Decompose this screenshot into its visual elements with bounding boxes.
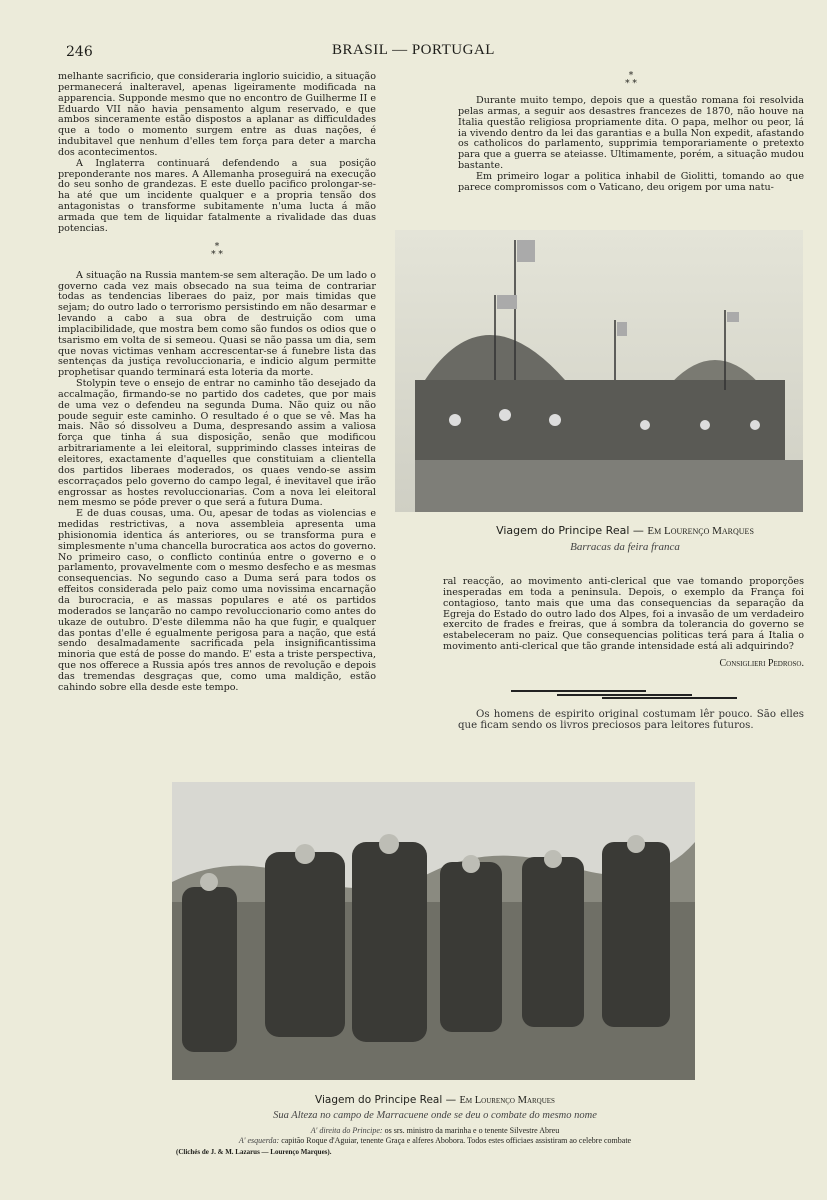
photo2-left-note [170, 1136, 700, 1145]
quote [458, 710, 804, 732]
text: capitão Roque d'Aguiar, tenente Graça e alferes Abobora. Todos estes officiaes assistiram ao celebre combate [281, 1136, 632, 1145]
photo2-subcaption: Sua Alteza no campo de Marracuene onde se deu o combate do mesmo nome [273, 1110, 597, 1121]
page-number: 246 [66, 44, 93, 60]
photo-marracuene-group [172, 782, 695, 1080]
left-column [58, 72, 376, 694]
paragraph: Durante muito tempo, depois que a questão romana foi resolvida pelas armas, a seguir aos desastres francezes de 1870, não houve na Italia questão religiosa propriamente dita. O papa, melhor ou peor, lá ia vivendo dentro da lei das garantias e a bulla Non expedit, afastando os catholicos do parlamento, supprimia temporariamente o pretexto para que a guerra se ateiasse. Ultimamente, porém, a situação mudou bastante. [458, 95, 804, 172]
quote-text: Os homens de espirito original costumam lêr pouco. São elles que ficam sendo os livros preciosos para leitores futuros. [458, 709, 804, 731]
label: A' esquerda: [238, 1136, 280, 1145]
photo2-right-note [170, 1126, 700, 1135]
asterism: * * * [625, 71, 637, 89]
right-column-bottom [443, 577, 804, 670]
caption-title: Viagem do Principe Real — [496, 524, 644, 537]
divider [602, 697, 737, 699]
photo1-caption [440, 524, 810, 537]
divider [511, 690, 646, 692]
paragraph: A situação na Russia mantem-se sem alteração. De um lado o governo cada vez mais obsecado na sua teima de contrariar todas as tendencias liberaes do paiz, por mais timidas que sejam; do outro lado o terrorismo persistindo em não desarmar e levando a cabo a sua obra de destruição com uma implacibilidade, que mostra bem como são fundos os odios que o tsarismo em volta de si semeou. Quasi se não passa um dia, sem que novas victimas venham accrescentar-se á funebre lista das sentenças da justiça revoluccionaria, e indicio algum permitte prophetisar quando terminará esta loteria da morte. [58, 269, 376, 379]
asterism: * * * [211, 241, 223, 260]
caption-place: Em Lourenço Marques [647, 525, 754, 537]
caption-place: Em Lourenço Marques [459, 1095, 555, 1106]
photo-fair-pavilions [395, 230, 803, 512]
paragraph: A Inglaterra continuará defendendo a sua posição preponderante nos mares. A Allemanha proseguirá na execução do seu sonho de grandezas. E este duello pacifico prolongar-se-ha até que um incidente qualquer e a propria tensão dos antagonistas o transforme subitamente n'uma lucta á mão armada que tem de liquidar fatalmente a rivalidade das duas potencias. [58, 157, 376, 234]
photo-credit: (Clichés de J. & M. Lazarus — Lourenço Marques). [176, 1148, 332, 1156]
caption-title: Viagem do Principe Real — [315, 1094, 457, 1106]
label: A' direita do Principe: [310, 1126, 383, 1135]
divider [557, 694, 692, 696]
signature: Consiglieri Pedroso. [719, 657, 804, 669]
paragraph: Em primeiro logar a politica inhabil de Giolitti, tomando ao que parece compromissos com o Vaticano, deu origem por uma natu- [458, 170, 804, 193]
photo2-caption [170, 1094, 700, 1106]
paragraph: E de duas cousas, uma. Ou, apesar de todas as violencias e medidas restrictivas, a nova assembleia apresenta uma phisionomia identica ás anteriores, ou se transforma pura e simplesmente n'uma chancella burocratica aos actos do governo. No primeiro caso, o conflicto continúa entre o governo e o parlamento, provavelmente com o mesmo desfecho e as mesmas consequencias. No segundo caso a Duma será para todos os effeitos considerada pelo paiz como uma novissima encarnação da burocracia, e as massas populares e até os partidos moderados se lançarão no campo revoluccionario como antes do ukaze de outubro. D'este dilemma não ha que fugir, e qualquer das pontas d'elle é egualmente perigosa para a nação, que está sendo desalmadamente sacrificada pela insignificantissima minoria que está de posse do mando. E' esta a triste perspectiva, que nos offerece a Russia após tres annos de revolução e depois das tremendas desgraças que, como uma maldição, estão cahindo sobre ella desde este tempo. [58, 508, 376, 693]
paragraph: melhante sacrificio, que consideraria inglorio suicidio, a situação permanecerá inalteravel, apenas ligeiramente modificada na apparencia. Supponde mesmo que no encontro de Guilherme II e Eduardo VII não havia pensamento algum reservado, e que ambos sinceramente estão dispostos a aplanar as difficuldades que a todo o momento surgem entre as duas nações, é indubitavel que nenhum d'elles tem força para deter a marcha dos acontecimentos. [58, 71, 376, 158]
page-title: BRASIL — PORTUGAL [332, 42, 495, 58]
paragraph: Stolypin teve o ensejo de entrar no caminho tão desejado da accalmação, firmando-se no partido dos cadetes, que por mais de uma vez o defendeu na segunda Duma. Não quiz ou não poude seguir este caminho. O resultado é o que se vê. Mas ha mais. Não só dissolveu a Duma, despresando assim a valiosa força que tinha á sua disposição, senão que modificou arbitrariamente a lei eleitoral, supprimindo classes inteiras de eleitores, exactamente d'aquelles que constituiam a clientella dos partidos liberaes moderados, os quaes vendo-se assim escorraçados pelo governo do campo legal, é inevitavel que irão engrossar as hostes revoluccionarias. Com a nova lei eleitoral nem mesmo se póde prever o que será a futura Duma. [58, 378, 376, 509]
text: os srs. ministro da marinha e o tenente Silvestre Abreu [384, 1126, 560, 1135]
right-column-top [458, 72, 804, 194]
photo1-subcaption: Barracas da feira franca [570, 541, 680, 553]
paragraph: ral reacção, ao movimento anti-clerical que vae tomando proporções inesperadas em toda a peninsula. Depois, o exemplo da França foi contagioso, tanto mais que uma das consequencias da separação da Egreja do Estado do outro lado dos Alpes, foi a invasão de um verdadeiro exercito de frades e freiras, que á sombra da tolerancia do governo se estabeleceram no paiz. Que consequencias politicas terá para á Italia o movimento anti-clerical que tão grande intensidade está ali adquirindo? [443, 576, 804, 653]
